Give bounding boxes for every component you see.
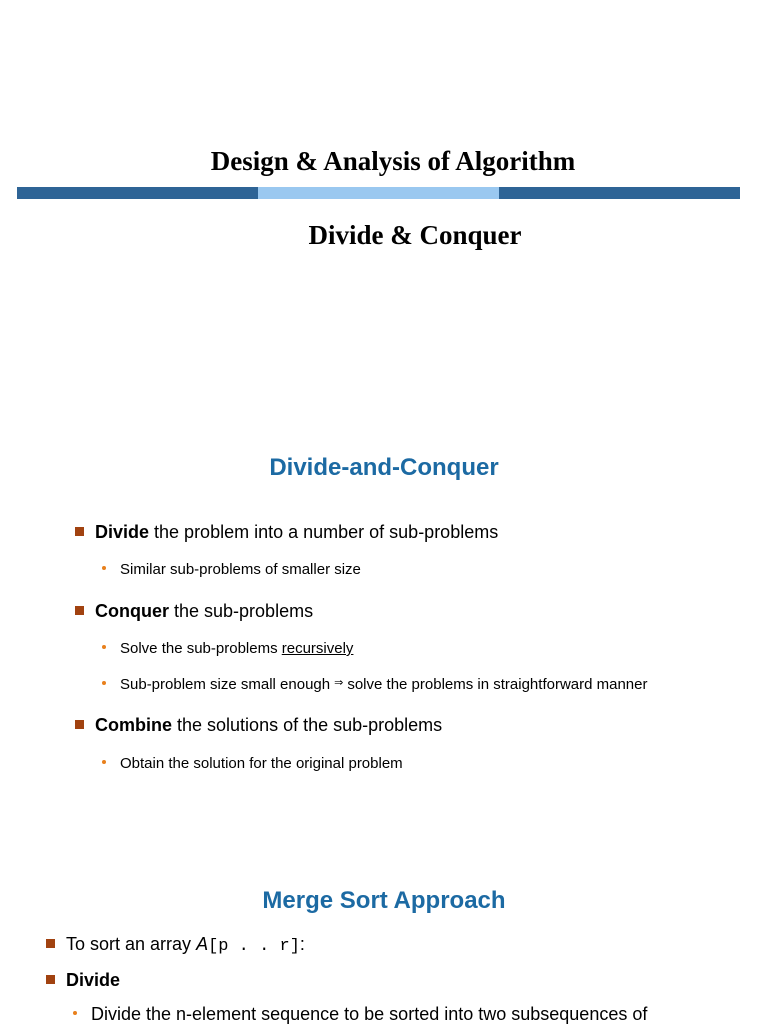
bullet-bold-text: Combine [95,715,173,735]
bullet-text: the solutions of the sub-problems [172,715,443,735]
square-bullet-icon [75,720,84,729]
dot-bullet-icon [102,645,106,649]
divider-segment-right [499,187,740,199]
subbullet-obtain-solution [102,755,403,772]
title-divider-bar [17,187,740,199]
underlined-word: recursively [281,640,354,657]
array-name: A [196,934,209,954]
dot-bullet-icon [73,1011,77,1015]
subbullet-text: Divide the n-element sequence to be sorted into two subsequences of [91,1004,648,1024]
bullet-text: the problem into a number of sub-problems [149,522,499,542]
bullet-bold-text: Divide [95,522,150,542]
divider-segment-middle [258,187,499,199]
dot-bullet-icon [102,566,106,570]
bullet-bold-text: Divide [66,970,121,990]
dot-bullet-icon [102,681,106,685]
bullet-text: To sort an array [66,934,197,954]
subbullet-text-rest: solve the problems in straightforward manner [347,676,648,693]
subbullet-solve-recursively [102,640,353,657]
subbullet-text: Obtain the solution for the original problem [120,755,403,772]
subbullet-text: Similar sub-problems of smaller size [120,561,361,578]
document-title: Design & Analysis of Algorithm [210,146,576,176]
slide-title-merge-sort: Merge Sort Approach [262,887,506,914]
square-bullet-icon [75,527,84,536]
implies-arrow-icon: ⇒ [334,677,344,689]
dot-bullet-icon [102,760,106,764]
subbullet-similar-subproblems [102,561,361,578]
bullet-bold-text: Conquer [95,601,169,621]
subbullet-text: Solve the sub-problems [120,640,282,657]
square-bullet-icon [46,939,55,948]
subbullet-text: Sub-problem size small enough [120,676,331,693]
document-subtitle: Divide & Conquer [308,220,522,250]
bullet-conquer [75,601,313,622]
divider-segment-left [17,187,258,199]
slide-title-divide-and-conquer: Divide-and-Conquer [269,454,499,481]
subbullet-small-size [102,676,647,693]
square-bullet-icon [46,975,55,984]
bullet-combine [75,715,442,736]
array-range: [p . . r] [208,937,300,956]
bullet-divide-step [46,970,120,991]
bullet-divide [75,522,498,543]
bullet-text: the sub-problems [169,601,314,621]
bullet-text-end: : [299,934,305,954]
square-bullet-icon [75,606,84,615]
subbullet-divide-sequence [73,1004,647,1025]
bullet-sort-array [46,934,305,956]
